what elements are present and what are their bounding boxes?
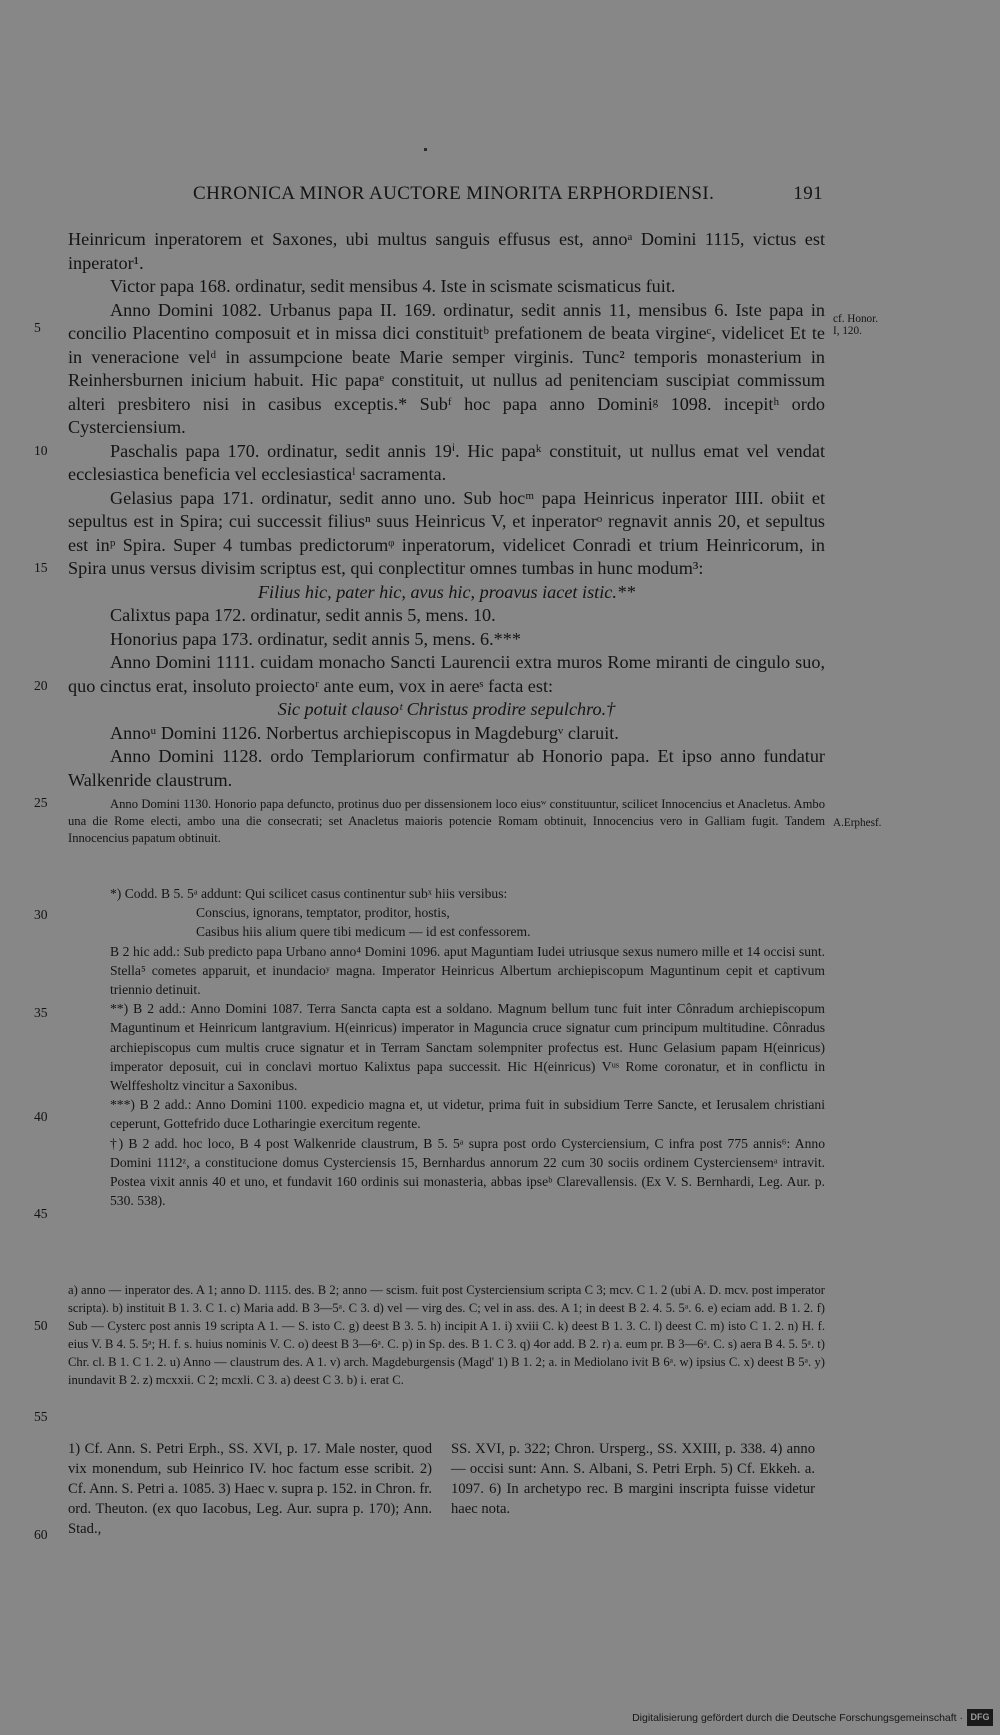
references-right-column — [451, 1439, 815, 1519]
small-print-paragraph: Anno Domini 1130. Honorio papa defuncto, protinus duo per dissensionem loco eiusʷ constituuntur, scilicet Innocencius et Anacletus. Ambo una die Rome electi, ambo una die consecrati; set Anacletus maioris potencie Romam obtinuit, Innocencius vero in Galliam fugit. Tandem Innocencius papatum obtinuit. — [68, 797, 825, 845]
reference-text: SS. XVI, p. 322; Chron. Ursperg., SS. XXIII, p. 338. 4) anno — occisi sunt: Ann. S. Albani, S. Petri Erph. 5) Cf. Ekkeh. a. 1097. 6) In archetypo rec. B margini inscripta fuisse videtur haec nota. — [451, 1441, 815, 1517]
digitization-footer — [543, 1709, 993, 1727]
line-number: 10 — [34, 443, 48, 458]
line-number: 30 — [34, 907, 48, 922]
additions-notes — [68, 884, 825, 1210]
references-left-column — [68, 1439, 432, 1539]
paragraph: Honorius papa 173. ordinatur, sedit annis 5, mens. 6.*** — [110, 628, 521, 649]
line-number: 40 — [34, 1109, 48, 1124]
dfg-logo: DFG — [967, 1709, 993, 1726]
footnote: B 2 hic add.: Sub predicto papa Urbano anno⁴ Domini 1096. aput Maguntiam Iudei utriusque sexus numero mille et 14 occisi sunt. Stella⁵ cometes apparuit, et inundacioʸ magna. Imperator Heinricus Albertum archiepiscopum Maguntinum cepit et captivum triennio detinuit. — [110, 943, 825, 998]
paragraph: Annoᵘ Domini 1126. Norbertus archiepiscopus in Magdeburgᵛ claruit. — [110, 722, 619, 743]
paragraph: Calixtus papa 172. ordinatur, sedit annis 5, mens. 10. — [110, 605, 496, 625]
paragraph: Anno Domini 1128. ordo Templariorum confirmatur ab Honorio papa. Et ipso anno fundatur Walkenride claustrum. — [68, 746, 825, 790]
paragraph: Victor papa 168. ordinatur, sedit mensibus 4. Iste in scismate scismaticus fuit. — [110, 276, 676, 296]
footnote-verse: Casibus hiis alium quere tibi medicum — id est confessorem. — [196, 924, 531, 940]
paragraph: Paschalis papa 170. ordinatur, sedit annis 19ⁱ. Hic papaᵏ constituit, ut nullus emat vel vendat ecclesiastica beneficia vel ecclesiasticaˡ sacramenta. — [68, 440, 825, 484]
page-number: 191 — [793, 183, 823, 204]
footnote-verse: Conscius, ignorans, temptator, proditor, hostis, — [196, 905, 450, 921]
footnote: **) B 2 add.: Anno Domini 1087. Terra Sancta capta est a soldano. Magnum bellum tunc fuit inter Cônradum archiepiscopum Maguntinum et Heinricum lantgravium. H(einricus) imperator in Maguncia cruce signatur cum principum multitudine. Cônradus archiepiscopus cum multis cruce signatur et in Terram Sanctam solempniter profectus est. Hunc Gelasium papam H(einricus) imperator deposuit, cui in conclavi mortuo Kalixtus papa successit. Hic H(einricus) Vᵘˢ Rome coronatur, et in conflictu in Welffesholtz vincitur a Saxonibus. — [110, 1001, 825, 1094]
line-number: 60 — [34, 1527, 48, 1542]
footnote: ***) B 2 add.: Anno Domini 1100. expedicio magna et, ut videtur, prima fuit in subsidium Terre Sancte, et Ierusalem christiani ceperunt, Gottefrido duce Lotharingie exercitum regente. — [110, 1097, 825, 1132]
line-number: 45 — [34, 1206, 48, 1221]
margin-note: cf. Honor. I, 120. — [833, 313, 879, 337]
paragraph: Anno Domini 1111. cuidam monacho Sancti Laurencii extra muros Rome miranti de cingulo suo, quo cinctus erat, insoluto proiectoʳ ante eum, vox in aereˢ facta est: — [68, 652, 825, 696]
margin-note: A.Erphesf. — [833, 817, 882, 829]
verse-line: Filius hic, pater hic, avus hic, proavus iacet istic.** — [257, 581, 636, 602]
reference-text: 1) Cf. Ann. S. Petri Erph., SS. XVI, p. 17. Male noster, quod vix monendum, sub Heinrico IV. hoc factum esse scribit. 2) Cf. Ann. S. Petri a. 1085. 3) Haec v. supra p. 152. in Chron. fr. ord. Theuton. (ex quo Iacobus, Leg. Aur. supra p. 170); Ann. Stad., — [68, 1441, 432, 1537]
critical-apparatus — [68, 1282, 825, 1389]
line-number: 20 — [34, 678, 48, 693]
chronicle-text — [68, 228, 825, 847]
verse-line: Sic potuit clausoᵗ Christus prodire sepulchro.† — [277, 699, 616, 719]
line-number: 5 — [34, 320, 41, 335]
running-title: CHRONICA MINOR AUCTORE MINORITA ERPHORDIENSI. — [193, 183, 715, 204]
line-number: 50 — [34, 1318, 48, 1333]
running-header — [193, 183, 823, 213]
top-dot-mark — [424, 148, 427, 151]
paragraph: Heinricum inperatorem et Saxones, ubi multus sanguis effusus est, annoᵃ Domini 1115, victus est inperator¹. — [68, 229, 825, 273]
line-number: 55 — [34, 1409, 48, 1424]
line-number: 35 — [34, 1005, 48, 1020]
footer-credit: Digitalisierung gefördert durch die Deutsche Forschungsgemeinschaft · — [632, 1712, 963, 1724]
paragraph: Gelasius papa 171. ordinatur, sedit anno uno. Sub hocᵐ papa Heinricus inperator IIII. obiit et sepultus est in Spira; cui successit filiusⁿ suus Heinricus V, et inperatorᵒ regnavit annis 20, et sepultus est inᵖ Spira. Super 4 tumbas predictorumᵠ inperatorum, videlicet Conradi et trium Heinricorum, in Spira unus versus divisim scriptus est, qui conplectitur omnes tumbas in hunc modum³: — [68, 487, 825, 578]
footnote: *) Codd. B 5. 5ᵃ addunt: Qui scilicet casus continentur subˣ hiis versibus: — [110, 886, 508, 901]
line-number: 15 — [34, 560, 48, 575]
line-number: 25 — [34, 795, 48, 810]
paragraph: Anno Domini 1082. Urbanus papa II. 169. ordinatur, sedit annis 11, mensibus 6. Iste papa in concilio Placentino composuit et in missa dici constituitᵇ prefationem de beata virgineᶜ, videlicet Et te in veneracione velᵈ in assumpcione beate Marie semper virginis. Tunc² temporis monasterium in Reinhersburnen inicium habuit. Hic papaᵉ constituit, ut nullus ad penitenciam suscipiat commissum alteri presbitero nisi in casibus exceptis.* Subᶠ hoc papa anno Dominiᵍ 1098. incepitʰ ordo Cysterciensium. — [68, 299, 825, 437]
footnote: †) B 2 add. hoc loco, B 4 post Walkenride claustrum, B 5. 5ᵃ supra post ordo Cysterciensium, C infra post 775 annis⁶: Anno Domini 1112ᶻ, a constitucione domus Cysterciensis 15, Bernhardus annorum 22 cum 30 sociis ordinem Cysterciensemᵃ intravit. Postea vixit annis 40 et uno, et fundavit 160 ordinis sui monasteria, abbas ipseᵇ Clarevallensis. (Ex V. S. Bernhardi, Leg. Aur. p. 530. 538). — [110, 1135, 825, 1209]
apparatus-text: a) anno — inperator des. A 1; anno D. 1115. des. B 2; anno — scism. fuit post Cysterciensium scripta C 3; mcv. C 1. 2 (ubi A. D. mcv. post imperator scripta). b) instituit B 1. 3. C 1. c) Maria add. B 3—5ᵃ. C 3. d) vel — virg des. C; vel in ass. des. A 1; in deest B 2. 4. 5. 5ᵃ. 6. e) eciam add. B 1. 2. f) Sub — Cysterc post annis 19 scripta A 1. — S. isto C. g) deest B 3. 5. h) incipit A 1. i) xviii C. k) deest B 1. 3. C. l) deest C. m) isto C 1. 2. n) H. f. eius V. B 4. 5. 5ᵃ; H. f. s. huius nominis V. C. o) deest B 3—6ᵃ. C. p) in Sp. des. B 1. C 3. q) 4or add. B 2. r) a. eum pr. B 3—6ᵃ. C. s) aera B 4. 5. 5ᵃ. t) Chr. cl. B 1. C 1. 2. u) Anno — claustrum des. A 1. v) arch. Magdeburgensis (Magd' 1) B 1. 2; a. in Mediolano ivit B 6ᵃ. w) ipsius C. x) deest B 5ᵃ. y) inundavit B 2. z) mcxxii. C 2; mcxli. C 3. a) deest C 3. b) i. erat C. — [68, 1283, 825, 1387]
